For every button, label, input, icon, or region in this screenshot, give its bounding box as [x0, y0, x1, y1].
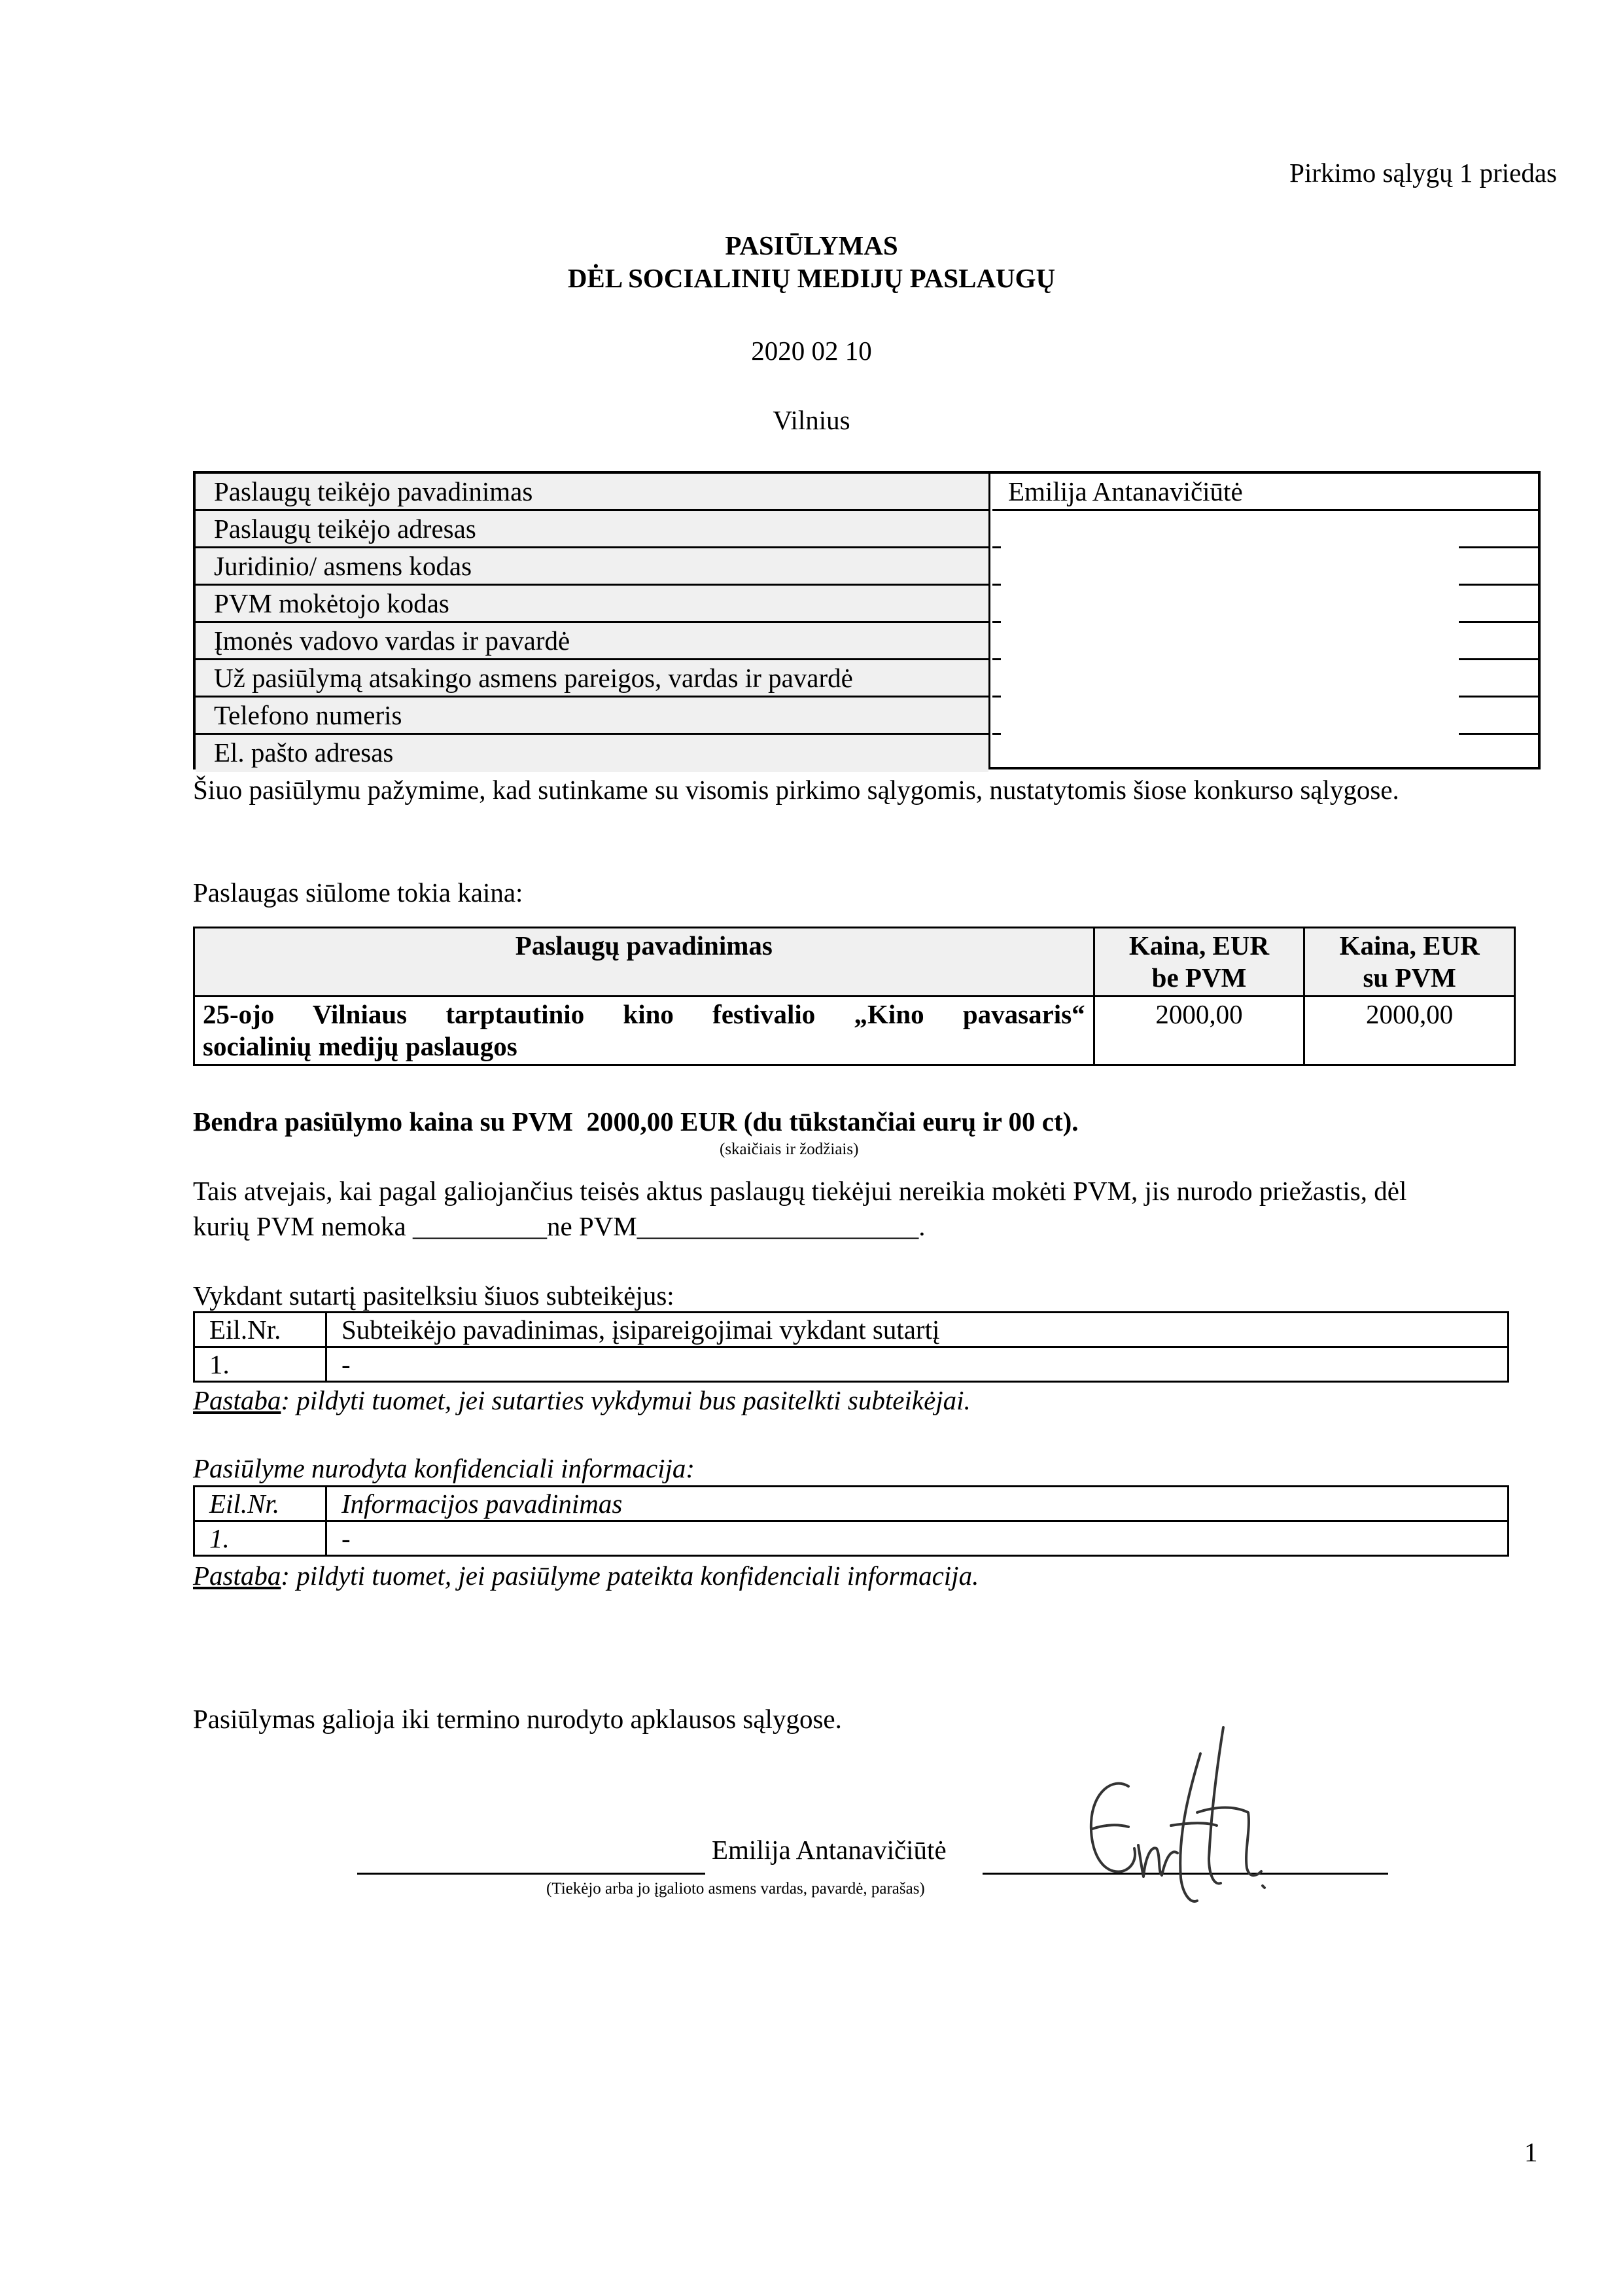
- info-row-label: Telefono numeris: [196, 698, 988, 735]
- info-value-gap: [1001, 546, 1459, 550]
- subcontractors-table: [193, 1311, 1509, 1383]
- price-no-vat-cell: 2000,00: [1094, 997, 1304, 1065]
- total-price-text: Bendra pasiūlymo kaina su PVM 2000,00 EUR (du tūkstančiai eurų ir 00 ct).: [193, 1106, 1079, 1137]
- header-line: Kaina, EUR: [1339, 930, 1480, 961]
- page-number: 1: [1524, 2137, 1538, 2167]
- document-place: Vilnius: [773, 405, 850, 435]
- info-row-label: El. pašto adresas: [196, 735, 988, 772]
- signature-line-left: [357, 1873, 705, 1875]
- subcontractors-header-row: [194, 1313, 1509, 1347]
- subcontractors-row-value: -: [326, 1347, 1509, 1382]
- price-table: [193, 927, 1516, 1066]
- confidential-col-no: Eil.Nr.: [194, 1487, 326, 1521]
- info-value-gap: [1001, 620, 1459, 624]
- service-name-line: 25-ojo Vilniaus tarptautinio kino festivalio „Kino pavasaris“: [203, 999, 1085, 1029]
- confidential-row-no: 1.: [194, 1521, 326, 1556]
- subcontractors-intro: Vykdant sutartį pasitelksiu šiuos subteikėjus:: [193, 1280, 674, 1311]
- title-line-2: DĖL SOCIALINIŲ MEDIJŲ PASLAUGŲ: [567, 263, 1056, 293]
- price-intro: Paslaugas siūlome tokia kaina:: [193, 877, 523, 908]
- table-row: [194, 1521, 1509, 1556]
- info-row-label: Paslaugų teikėjo pavadinimas: [196, 474, 988, 511]
- note-text: : pildyti tuomet, jei pasiūlyme pateikta konfidenciali informacija.: [281, 1561, 979, 1591]
- provider-info-table: [193, 471, 1541, 769]
- note-text: : pildyti tuomet, jei sutarties vykdymui bus pasitelkti subteikėjai.: [281, 1385, 971, 1415]
- vat-text: [193, 1173, 1606, 1244]
- validity-text: Pasiūlymas galioja iki termino nurodyto apklausos sąlygose.: [193, 1704, 842, 1734]
- subcontractors-col-name: Subteikėjo pavadinimas, įsipareigojimai vykdant sutartį: [326, 1313, 1509, 1347]
- info-value-line: [992, 509, 1538, 511]
- subcontractors-note: [193, 1385, 971, 1417]
- confidential-header-row: [194, 1487, 1509, 1521]
- document-title: [0, 229, 1623, 294]
- service-name-cell: [194, 997, 1094, 1065]
- signatory-name: Emilija Antanavičiūtė: [712, 1835, 947, 1865]
- total-price-caption: (skaičiais ir žodžiais): [720, 1140, 859, 1158]
- signature-caption: (Tiekėjo arba jo įgalioto asmens vardas, pavardė, parašas): [546, 1880, 925, 1898]
- info-value-gap: [1001, 695, 1459, 699]
- vat-text-line-1: Tais atvejais, kai pagal galiojančius teisės aktus paslaugų tiekėjui nereikia mokėti PVM, jis nurodo priežastis, dėl: [193, 1176, 1407, 1206]
- title-line-1: PASIŪLYMAS: [725, 230, 898, 260]
- confidential-col-name: Informacijos pavadinimas: [326, 1487, 1509, 1521]
- price-header-no-vat: [1094, 928, 1304, 997]
- handwritten-signature: [1066, 1714, 1282, 1911]
- info-row-label: Paslaugų teikėjo adresas: [196, 511, 988, 548]
- agreement-text: Šiuo pasiūlymu pažymime, kad sutinkame su visomis pirkimo sąlygomis, nustatytomis šiose konkurso sąlygose.: [193, 775, 1399, 805]
- vat-text-line-2: kurių PVM nemoka __________ne PVM_____________________.: [193, 1211, 926, 1241]
- header-line: be PVM: [1151, 963, 1247, 993]
- subcontractors-row-no: 1.: [194, 1347, 326, 1382]
- price-header-service: Paslaugų pavadinimas: [194, 928, 1094, 997]
- info-row-label: PVM mokėtojo kodas: [196, 586, 988, 623]
- confidential-row-value: -: [326, 1521, 1509, 1556]
- service-name-line: socialinių medijų paslaugos: [203, 1031, 517, 1061]
- price-table-header-row: [194, 928, 1515, 997]
- confidential-note: [193, 1560, 979, 1592]
- info-value-gap: [1001, 732, 1459, 736]
- price-header-with-vat: [1304, 928, 1515, 997]
- header-note: Pirkimo sąlygų 1 priedas: [1289, 158, 1557, 188]
- price-table-row: [194, 997, 1515, 1065]
- note-label: Pastaba: [193, 1385, 281, 1415]
- info-row-label: Juridinio/ asmens kodas: [196, 548, 988, 586]
- price-with-vat-cell: 2000,00: [1304, 997, 1515, 1065]
- info-row-label: Įmonės vadovo vardas ir pavardė: [196, 623, 988, 660]
- table-row: [194, 1347, 1509, 1382]
- header-line: su PVM: [1363, 963, 1456, 993]
- note-label: Pastaba: [193, 1561, 281, 1591]
- info-row-label: Už pasiūlymą atsakingo asmens pareigos, vardas ir pavardė: [196, 660, 988, 698]
- info-value-gap: [1001, 658, 1459, 662]
- header-line: Kaina, EUR: [1128, 930, 1270, 961]
- document-date: 2020 02 10: [751, 336, 872, 366]
- confidential-table: [193, 1485, 1509, 1557]
- subcontractors-col-no: Eil.Nr.: [194, 1313, 326, 1347]
- info-table-divider: [988, 474, 990, 767]
- provider-name-value: Emilija Antanavičiūtė: [1008, 476, 1243, 506]
- confidential-intro: Pasiūlyme nurodyta konfidenciali informacija:: [193, 1453, 695, 1483]
- info-value-gap: [1001, 583, 1459, 587]
